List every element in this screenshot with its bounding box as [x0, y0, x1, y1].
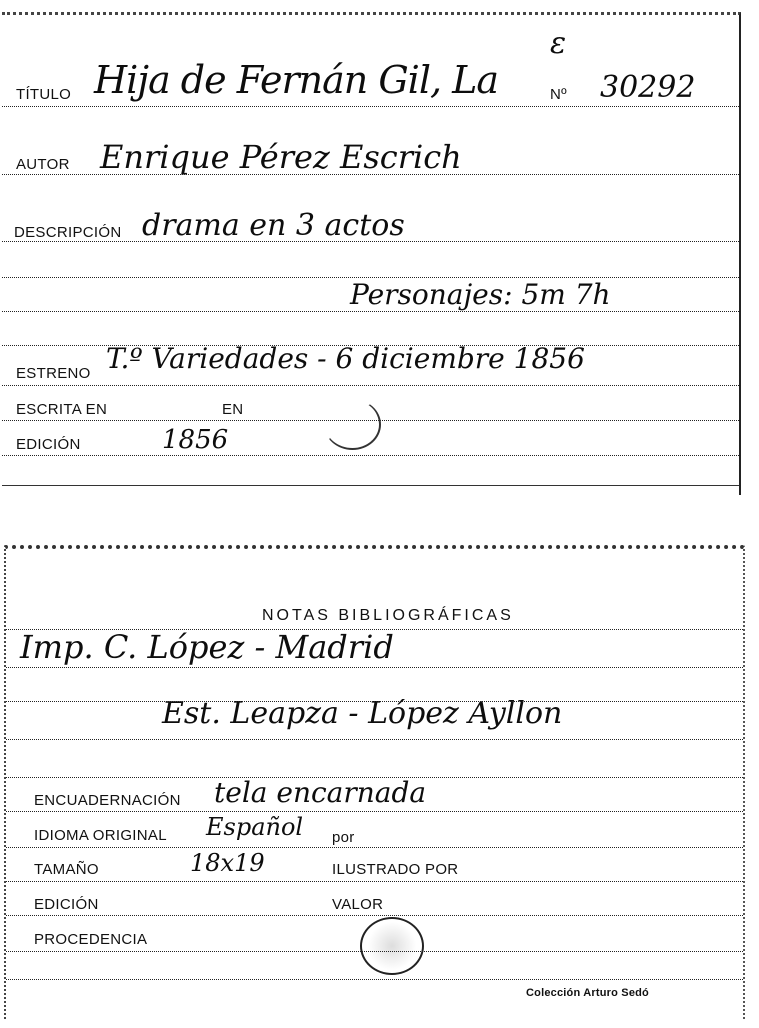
idioma-rule	[6, 847, 743, 848]
procedencia-label: PROCEDENCIA	[34, 931, 148, 948]
idioma-label: IDIOMA ORIGINAL	[34, 827, 167, 844]
estreno-rule	[2, 385, 739, 386]
personajes-value: Personajes: 5m 7h	[350, 278, 611, 311]
nota-1: Imp. C. López - Madrid	[20, 628, 394, 666]
por-label: por	[332, 829, 355, 846]
encuadernacion-value: tela encarnada	[214, 776, 427, 809]
handwritten-mark: ε	[550, 26, 567, 61]
collection-seal	[360, 917, 424, 975]
descripcion-value: drama en 3 actos	[142, 208, 405, 243]
final-rule	[6, 979, 743, 980]
descripcion-label: DESCRIPCIÓN	[14, 224, 122, 241]
edicion-label: EDICIÓN	[16, 436, 81, 453]
estreno-label: ESTRENO	[16, 365, 91, 382]
nota-1-rule	[6, 667, 743, 668]
autor-value: Enrique Pérez Escrich	[100, 138, 462, 176]
edicion-rule	[2, 455, 739, 456]
nota-2: Est. Leapza - López Ayllon	[162, 696, 563, 731]
tamano-value: 18x19	[190, 849, 265, 877]
numero-value: 30292	[600, 70, 696, 105]
collection-credit: Colección Arturo Sedó	[526, 987, 649, 999]
procedencia-rule	[6, 951, 743, 952]
edicion-rule-back	[6, 915, 743, 916]
edicion-label-back: EDICIÓN	[34, 896, 99, 913]
valor-label: VALOR	[332, 896, 384, 913]
bottom-rule	[2, 485, 739, 486]
titulo-value: Hija de Fernán Gil, La	[94, 58, 499, 102]
tamano-rule	[6, 881, 743, 882]
descripcion-rule	[2, 241, 739, 242]
catalog-card-front	[2, 12, 741, 495]
nota-3-rule	[6, 739, 743, 740]
tamano-label: TAMAÑO	[34, 861, 99, 878]
titulo-rule	[2, 106, 739, 107]
nota-2-rule	[6, 701, 743, 702]
escrita-en-label: ESCRITA EN	[16, 401, 108, 418]
titulo-label: TÍTULO	[16, 86, 72, 103]
idioma-value: Español	[206, 813, 304, 841]
personajes-rule	[2, 311, 739, 312]
encuadernacion-label: ENCUADERNACIÓN	[34, 792, 181, 809]
notas-heading: NOTAS BIBLIOGRÁFICAS	[262, 607, 514, 624]
autor-label: AUTOR	[16, 156, 70, 173]
estreno-value: T.º Variedades - 6 diciembre 1856	[106, 342, 585, 375]
catalog-card-back	[4, 545, 745, 1019]
encuadernacion-rule	[6, 811, 743, 812]
en-label: EN	[222, 401, 244, 418]
ilustrado-label: ILUSTRADO POR	[332, 861, 459, 878]
numero-label: Nº	[550, 86, 567, 103]
blind-stamp	[324, 399, 381, 450]
edicion-value: 1856	[162, 425, 229, 455]
autor-rule	[2, 174, 739, 175]
